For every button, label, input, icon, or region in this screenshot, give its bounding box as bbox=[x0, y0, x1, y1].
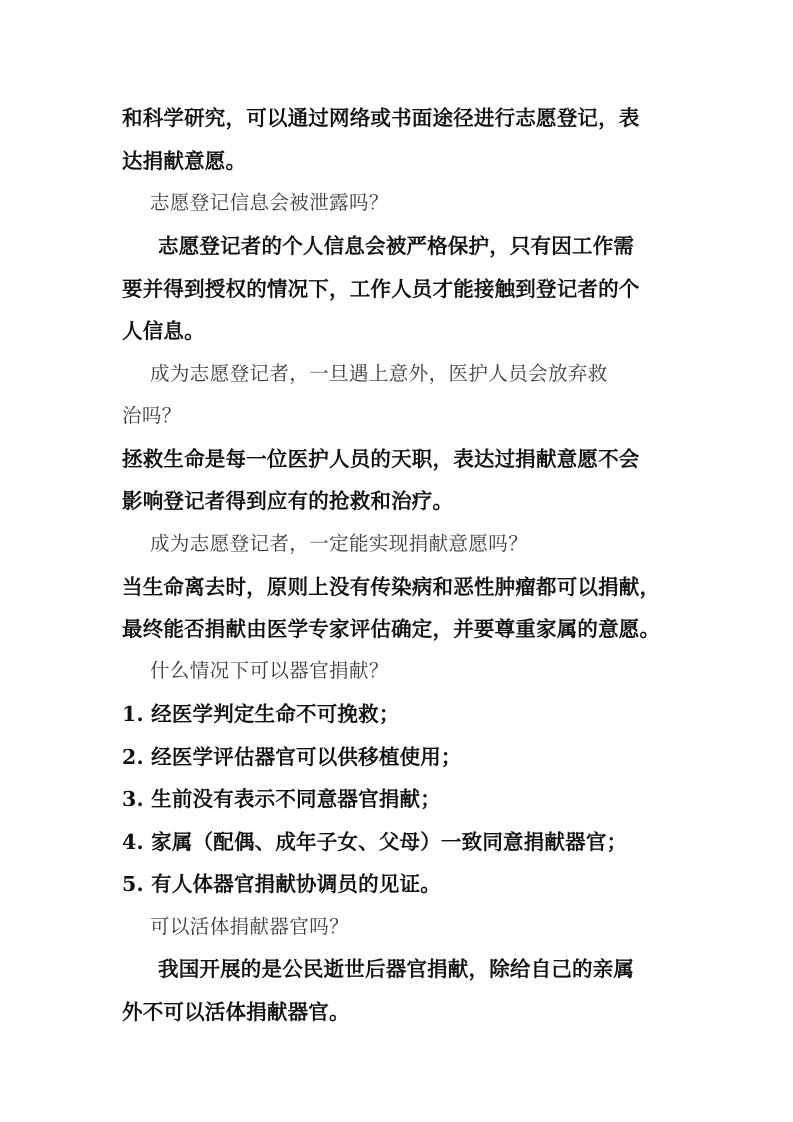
answer-line: 人信息。 bbox=[122, 319, 205, 343]
answer-line: 要并得到授权的情况下，工作人员才能接触到登记者的个 bbox=[122, 277, 640, 301]
answer-line: 我国开展的是公民逝世后器官捐献，除给自己的亲属 bbox=[158, 957, 635, 981]
answer-line: 影响登记者得到应有的抢救和治疗。 bbox=[122, 489, 454, 513]
list-item: 2. 经医学评估器官可以供移植使用； bbox=[122, 745, 462, 769]
question-heading: 治吗？ bbox=[122, 404, 182, 427]
question-heading: 成为志愿登记者，一定能实现捐献意愿吗？ bbox=[150, 532, 529, 555]
answer-line: 外不可以活体捐献器官。 bbox=[122, 1000, 350, 1024]
question-heading: 成为志愿登记者，一旦遇上意外，医护人员会放弃救 bbox=[150, 362, 608, 385]
list-item: 1. 经医学判定生命不可挽救； bbox=[122, 702, 400, 726]
answer-line: 最终能否捐献由医学专家评估确定，并要尊重家属的意愿。 bbox=[122, 617, 661, 641]
answer-line: 志愿登记者的个人信息会被严格保护，只有因工作需 bbox=[158, 234, 635, 258]
answer-line: 拯救生命是每一位医护人员的天职，表达过捐献意愿不会 bbox=[122, 447, 640, 471]
question-heading: 可以活体捐献器官吗？ bbox=[150, 915, 350, 938]
answer-line: 当生命离去时，原则上没有传染病和恶性肿瘤都可以捐献， bbox=[122, 575, 661, 599]
list-item: 4. 家属（配偶、成年子女、父母）一致同意捐献器官； bbox=[122, 830, 628, 854]
paragraph-line: 和科学研究，可以通过网络或书面途径进行志愿登记，表 bbox=[122, 106, 640, 130]
paragraph-line: 达捐献意愿。 bbox=[122, 149, 247, 173]
list-item: 3. 生前没有表示不同意器官捐献； bbox=[122, 787, 441, 811]
question-heading: 志愿登记信息会被泄露吗？ bbox=[150, 191, 389, 214]
question-heading: 什么情况下可以器官捐献？ bbox=[150, 659, 389, 682]
list-item: 5. 有人体器官捐献协调员的见证。 bbox=[122, 872, 441, 896]
